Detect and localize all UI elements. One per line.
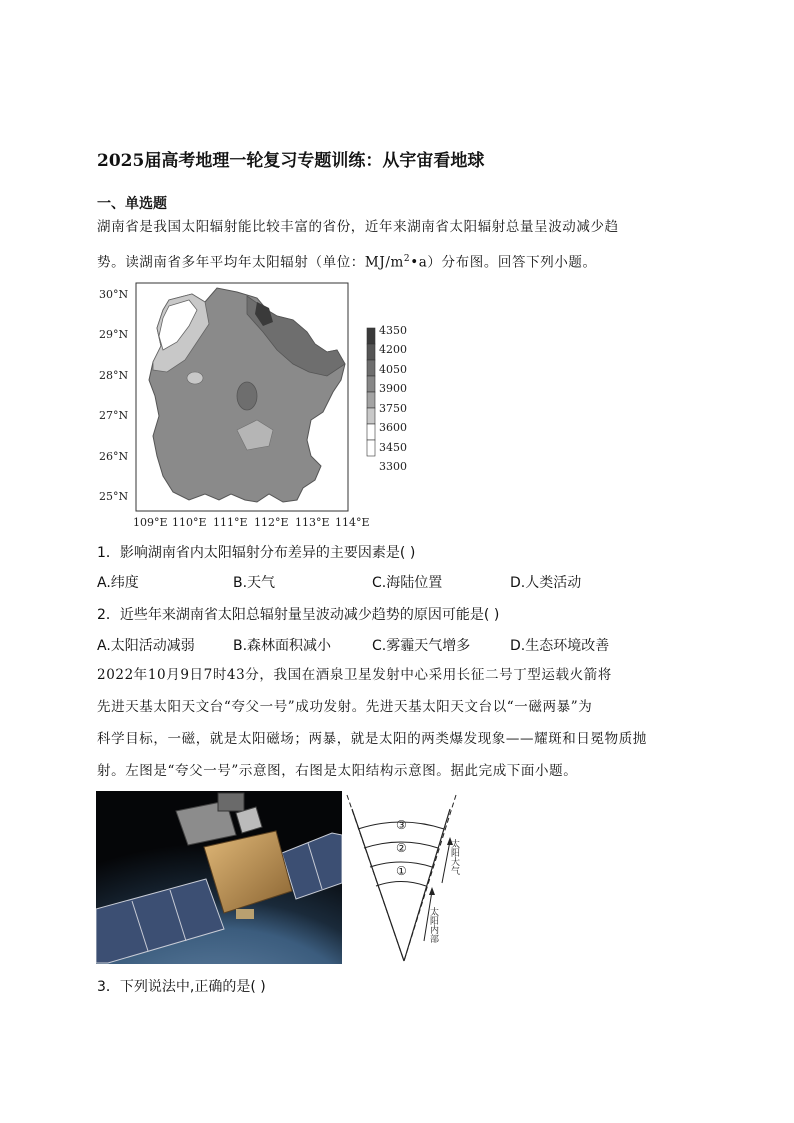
passage-line: 射。左图是“夸父一号”示意图，右图是太阳结构示意图。据此完成下面小题。 — [97, 763, 578, 779]
question-1-stem: 1．影响湖南省内太阳辐射分布差异的主要因素是( ) — [97, 545, 416, 561]
section-heading: 一、单选题 — [97, 196, 167, 212]
intro-paragraph — [97, 211, 697, 279]
lon-label: 111°E — [213, 516, 248, 529]
question-1-options — [0, 572, 794, 594]
passage-line: 科学目标，一磁，就是太阳磁场；两暴，就是太阳的两类爆发现象——耀斑和日冕物质抛 — [97, 731, 647, 747]
lat-label: 29°N — [99, 328, 129, 341]
page-title: 2025届高考地理一轮复习专题训练：从宇宙看地球 — [97, 151, 485, 171]
passage-line: 2022年10月9日7时43分，我国在酒泉卫星发射中心采用长征二号丁型运载火箭将 — [97, 667, 612, 683]
option-c[interactable]: C.海陆位置 — [372, 575, 443, 591]
lat-label: 26°N — [99, 450, 129, 463]
intro-line-2: 势。读湖南省多年平均年太阳辐射（单位：$MJ/m^2•a$）分布图。回答下列小题。 — [97, 254, 597, 271]
lon-label: 112°E — [254, 516, 289, 529]
legend-value: 3750 — [379, 402, 407, 415]
satellite-image — [96, 791, 342, 964]
option-d[interactable]: D.人类活动 — [510, 575, 582, 591]
passage-2 — [97, 659, 697, 787]
question-2-stem: 2．近些年来湖南省太阳总辐射量呈波动减少趋势的原因可能是( ) — [97, 607, 500, 623]
layer-label: ③ — [396, 818, 407, 832]
lon-label: 113°E — [295, 516, 330, 529]
layer-label: ① — [396, 864, 407, 878]
question-3-stem: 3．下列说法中,正确的是( ) — [97, 979, 266, 995]
lon-label: 109°E — [133, 516, 168, 529]
radiation-map — [97, 280, 417, 532]
option-a[interactable]: A.纬度 — [97, 575, 139, 591]
passage-line: 先进天基太阳天文台“夸父一号”成功发射。先进天基太阳天文台以“一磁两暴”为 — [97, 699, 593, 715]
interior-label: 太阳内部 — [428, 907, 438, 943]
option-d[interactable]: D.生态环境改善 — [510, 638, 610, 654]
legend-value: 4200 — [379, 343, 407, 356]
question-2-options — [0, 635, 794, 657]
atmosphere-label: 太阳大气 — [449, 839, 459, 875]
lon-label: 114°E — [335, 516, 370, 529]
legend-value: 3300 — [379, 460, 407, 473]
lat-label: 28°N — [99, 369, 129, 382]
lon-label: 110°E — [172, 516, 207, 529]
legend-value: 3900 — [379, 382, 407, 395]
sun-structure-diagram — [344, 791, 464, 964]
legend-value: 3600 — [379, 421, 407, 434]
legend-value: 3450 — [379, 441, 407, 454]
intro-line-1: 湖南省是我国太阳辐射能比较丰富的省份，近年来湖南省太阳辐射总量呈波动减少趋 — [97, 219, 619, 235]
map-legend — [367, 324, 407, 473]
option-b[interactable]: B.森林面积减小 — [233, 638, 332, 654]
legend-value: 4050 — [379, 363, 407, 376]
lat-label: 30°N — [99, 288, 129, 301]
option-c[interactable]: C.雾霾天气增多 — [372, 638, 471, 654]
lat-label: 27°N — [99, 409, 129, 422]
legend-value: 4350 — [379, 324, 407, 337]
lat-label: 25°N — [99, 490, 129, 503]
option-b[interactable]: B.天气 — [233, 575, 276, 591]
layer-label: ② — [396, 841, 407, 855]
option-a[interactable]: A.太阳活动减弱 — [97, 638, 195, 654]
